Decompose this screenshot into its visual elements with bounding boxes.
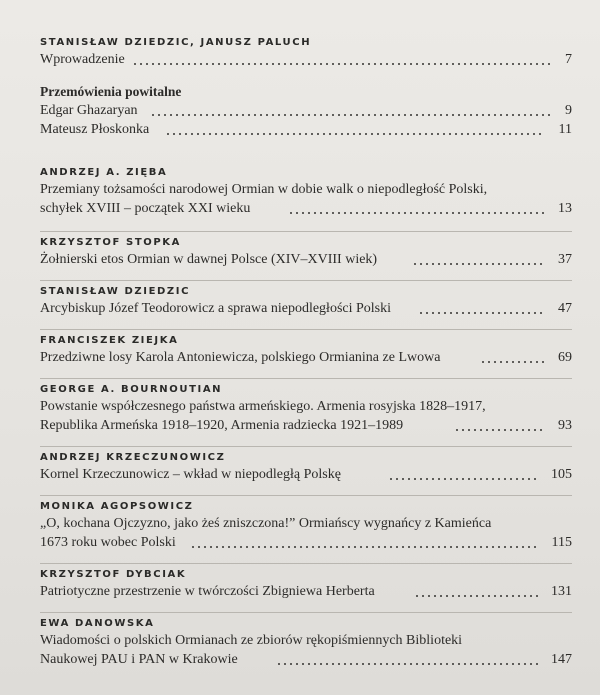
page-number: 9: [565, 103, 572, 118]
section-block: [40, 83, 572, 139]
divider: [40, 280, 572, 281]
entry-author: KRZYSZTOF DYBCIAK: [40, 569, 187, 580]
entry-title: Arcybiskup Józef Teodorowicz a sprawa niepodległości Polski: [40, 301, 392, 316]
entry-title: schyłek XVIII – początek XXI wieku: [40, 201, 251, 216]
dot-leader: [150, 114, 550, 116]
dot-leader: [276, 663, 540, 665]
entry-title-line: [40, 50, 572, 69]
entry-title: Żołnierski etos Ormian w dawnej Polsce (XIV–XVIII wiek): [40, 252, 378, 267]
entry-author: ANDRZEJ A. ZIĘBA: [40, 167, 168, 178]
dot-leader: [388, 478, 540, 480]
divider: [40, 329, 572, 330]
entry-title-line: [40, 465, 572, 484]
entry-title: Mateusz Płoskonka: [40, 122, 150, 137]
entry-title-line: [40, 199, 572, 218]
entry-author: STANISŁAW DZIEDZIC, JANUSZ PALUCH: [40, 37, 312, 48]
divider: [40, 446, 572, 447]
page-number: 131: [551, 584, 572, 599]
divider: [40, 563, 572, 564]
entry-title: „O, kochana Ojczyzno, jako żeś zniszczona!” Ormiańscy wygnańcy z Kamieńca: [40, 516, 492, 531]
entry-author: MONIKA AGOPSOWICZ: [40, 501, 194, 512]
dot-leader: [480, 361, 546, 363]
page-number: 47: [558, 301, 572, 316]
toc-entry: [40, 166, 572, 218]
toc-entry: [40, 451, 572, 484]
entry-author: KRZYSZTOF STOPKA: [40, 237, 181, 248]
divider: [40, 495, 572, 496]
entry-title: Patriotyczne przestrzenie w twórczości Zbigniewa Herberta: [40, 584, 375, 599]
entry-author: ANDRZEJ KRZECZUNOWICZ: [40, 452, 226, 463]
entry-title-line: [40, 397, 572, 416]
entry-title-line: [40, 101, 572, 120]
entry-author: EWA DANOWSKA: [40, 618, 155, 629]
entry-title: Wiadomości o polskich Ormianach ze zbiorów rękopiśmiennych Biblioteki: [40, 633, 463, 648]
dot-leader: [412, 263, 546, 265]
entry-author: FRANCISZEK ZIEJKA: [40, 335, 179, 346]
divider: [40, 378, 572, 379]
entry-title: Kornel Krzeczunowicz – wkład w niepodległą Polskę: [40, 467, 341, 482]
toc-entry: [40, 36, 572, 69]
toc-entry: [40, 383, 572, 435]
entry-title: 1673 roku wobec Polski: [40, 535, 176, 550]
toc-entry: [40, 617, 572, 669]
dot-leader: [454, 429, 546, 431]
entry-title-line: [40, 533, 572, 552]
toc-entry: [40, 568, 572, 601]
toc-entry: [40, 236, 572, 269]
divider: [40, 231, 572, 232]
page-number: 69: [558, 350, 572, 365]
entry-author: GEORGE A. BOURNOUTIAN: [40, 384, 223, 395]
page-number: 7: [565, 52, 572, 67]
page-number: 147: [551, 652, 572, 667]
toc-entry: [40, 334, 572, 367]
entry-title-line: [40, 120, 572, 139]
entry-title: Wprowadzenie: [40, 52, 125, 67]
entry-title: Przedziwne losy Karola Antoniewicza, polskiego Ormianina ze Lwowa: [40, 350, 441, 365]
page-number: 115: [551, 535, 572, 550]
dot-leader: [190, 546, 540, 548]
toc-entry: [40, 500, 572, 552]
page-number: 11: [558, 122, 572, 137]
page-number: 13: [558, 201, 572, 216]
entry-title-line: [40, 416, 572, 435]
page-number: 93: [558, 418, 572, 433]
entry-title-line: [40, 514, 572, 533]
entry-title-line: [40, 348, 572, 367]
entry-title-line: [40, 299, 572, 318]
entry-title-line: [40, 650, 572, 669]
entry-title-line: [40, 631, 572, 650]
entry-title-line: [40, 582, 572, 601]
dot-leader: [418, 312, 546, 314]
dot-leader: [165, 133, 544, 135]
entry-title: Republika Armeńska 1918–1920, Armenia radziecka 1921–1989: [40, 418, 404, 433]
entry-title: Przemiany tożsamości narodowej Ormian w dobie walk o niepodległość Polski,: [40, 182, 488, 197]
entry-title: Powstanie współczesnego państwa armeńskiego. Armenia rosyjska 1828–1917,: [40, 399, 486, 414]
toc-entry: [40, 285, 572, 318]
divider: [40, 612, 572, 613]
entry-author: STANISŁAW DZIEDZIC: [40, 286, 191, 297]
dot-leader: [288, 212, 546, 214]
entry-title-line: [40, 250, 572, 269]
entry-title: Naukowej PAU i PAN w Krakowie: [40, 652, 238, 667]
dot-leader: [132, 63, 550, 65]
page-number: 105: [551, 467, 572, 482]
dot-leader: [414, 595, 540, 597]
entry-title: Edgar Ghazaryan: [40, 103, 138, 118]
page-number: 37: [558, 252, 572, 267]
entry-title-line: [40, 180, 572, 199]
section-heading: Przemówienia powitalne: [40, 84, 182, 99]
